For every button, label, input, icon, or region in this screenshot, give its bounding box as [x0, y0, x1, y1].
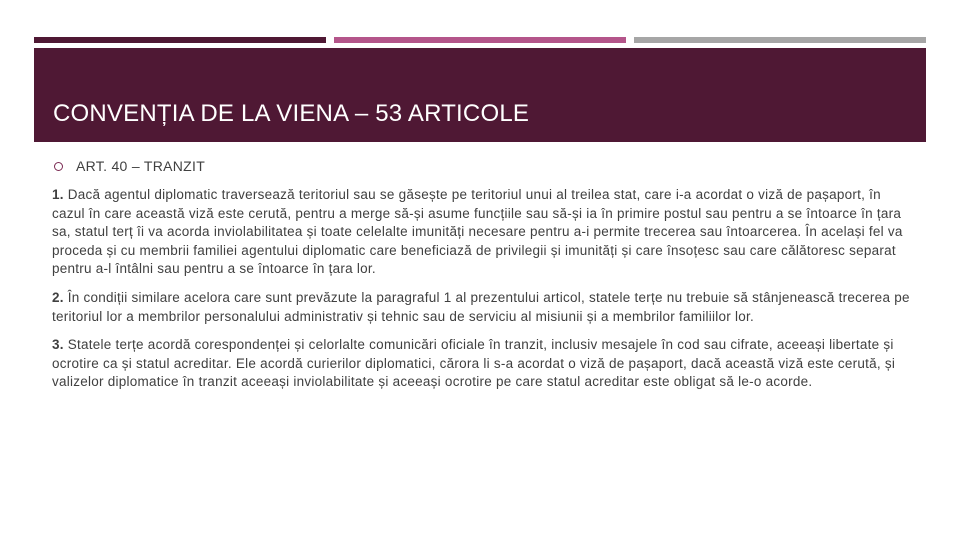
top-bar-pink: [334, 37, 626, 43]
paragraph-1: [52, 186, 912, 279]
top-bar-dark: [34, 37, 326, 43]
paragraph-2: [52, 289, 912, 326]
title-band: [34, 48, 926, 142]
slide-content: [52, 158, 912, 402]
bullet-text: ART. 40 – TRANZIT: [76, 158, 206, 174]
paragraph-number: 1.: [52, 187, 64, 202]
paragraph-text: Statele terțe acordă corespondenței și celorlalte comunicări oficiale în tranzit, inclusiv mesajele în cod sau cifrate, aceeași libertate și ocrotire ca și statul acreditar. Ele acordă curierilor diplomatici, cărora li s-a acordat o viză de pașaport, dacă această viză este cerută, și valizelor diplomatice în tranzit aceeași inviolabilitate și aceeași ocrotire pe care statul acreditar este obligat să le-o acorde.: [52, 337, 896, 390]
paragraph-text: În condiții similare acelora care sunt prevăzute la paragraful 1 al prezentului articol, statele terțe nu trebuie să stânjenească trecerea pe teritoriul lor a membrilor personalului administrativ și tehnic sau de serviciu al misiunii și a membrilor familiilor lor.: [52, 289, 910, 324]
paragraph-number: 2.: [52, 289, 64, 305]
top-bar-gray: [634, 37, 926, 43]
paragraph-3: [52, 336, 912, 392]
bullet-item: [52, 158, 912, 178]
paragraph-text: Dacă agentul diplomatic traversează teritoriul sau se găsește pe teritoriul unui al treilea stat, care i-a acordat o viză de pașaport, în cazul în care această viză este cerută, pentru a merge să-și asume funcțiile sau să-și ia în primire postul sau pentru a se întoarce în țara sa, statul terț îi va acorda inviolabilitatea și toate celelalte imunități necesare pentru a-i permite trecerea sau întoarcerea. În același fel va proceda și cu membrii familiei agentului diplomatic care beneficiază de privilegii și imunități și care însoțesc sau care călătoresc separat pentru a-l întâlni sau pentru a se întoarce în țara lor.: [52, 187, 903, 277]
paragraph-number: 3.: [52, 337, 64, 353]
slide-title: CONVENȚIA DE LA VIENA – 53 ARTICOLE: [53, 100, 530, 127]
decorative-top-bars: [34, 37, 926, 43]
circle-bullet-icon: [54, 162, 63, 171]
